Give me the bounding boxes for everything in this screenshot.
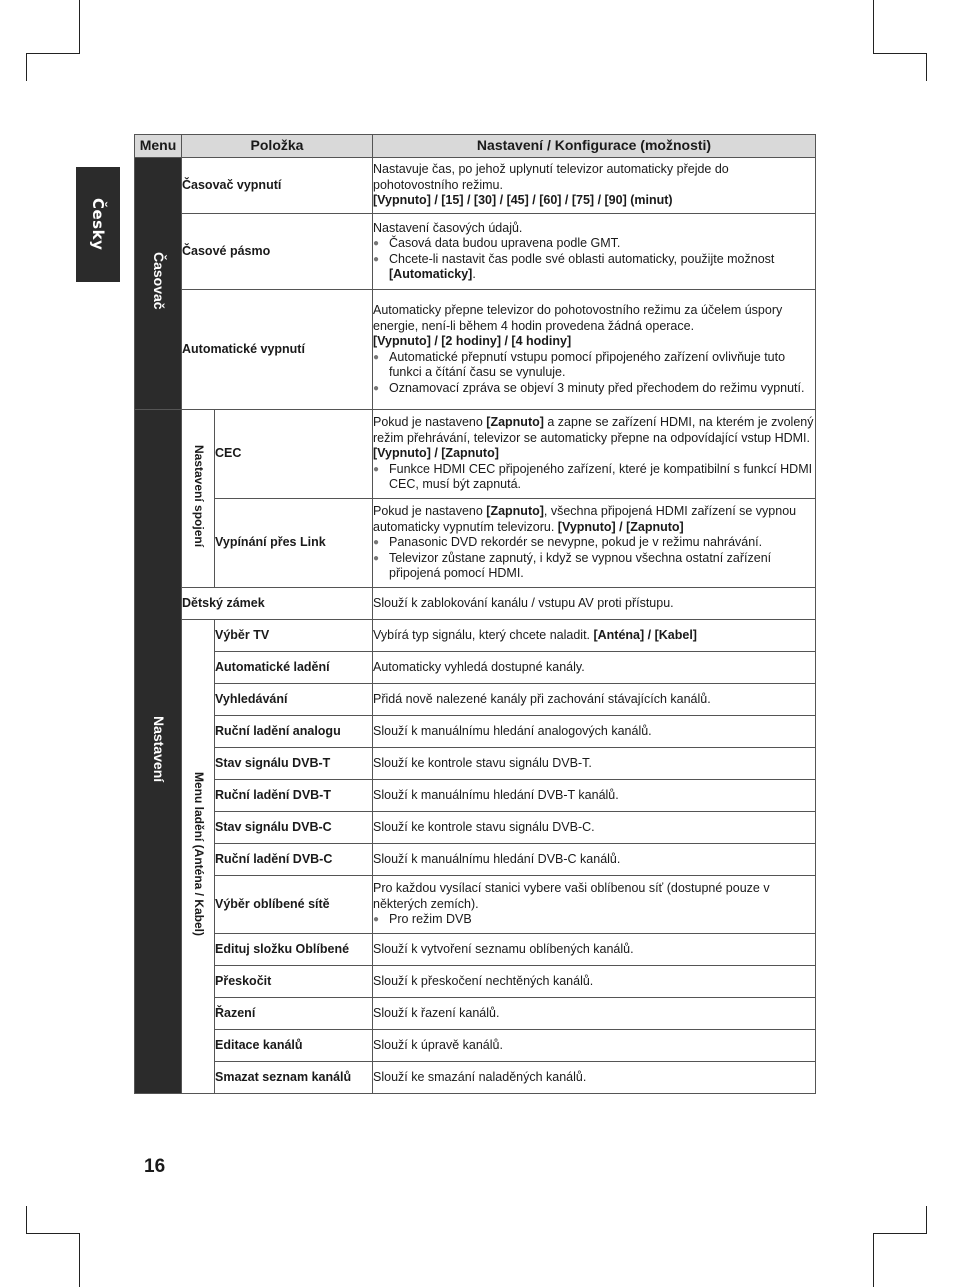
bullet-item: ● Oznamovací zpráva se objeví 3 minuty před přechodem do režimu vypnutí.: [373, 381, 815, 397]
language-tab: [76, 167, 120, 282]
crop-mark: [26, 53, 27, 81]
table-row: [135, 780, 816, 812]
language-tab-label: Česky: [89, 198, 107, 251]
desc-edituj-oblibene: Slouží k vytvoření seznamu oblíbených kanálů.: [373, 934, 816, 966]
bullet-item: ● Časová data budou upravena podle GMT.: [373, 236, 815, 252]
header-settings: Nastavení / Konfigurace (možnosti): [373, 135, 816, 158]
item-automaticke-vypnuti: Automatické vypnutí: [182, 290, 373, 410]
table-row: [135, 812, 816, 844]
desc-casovac-vypnuti: Nastavuje čas, po jehož uplynutí televizor automaticky přejde do pohotovostního režimu. [Vypnuto] / [15] / [30] / [45] / [60] / [75] / [90] (minut): [373, 158, 816, 214]
table-row: [135, 1062, 816, 1094]
desc-automaticke-vypnuti: Automaticky přepne televizor do pohotovostního režimu za účelem úspory energie, není-li během 4 hodin provedena žádná operace. [Vypnuto] / [2 hodiny] / [4 hodiny] ● Automatické přepnutí vstupu pomocí připojeného zařízení ovlivňuje tuto funkci a čítání času se vynuluje. ● Oznamovací zpráva se objeví 3 minuty před přechodem do režimu vypnutí.: [373, 290, 816, 410]
table-row: [135, 684, 816, 716]
desc-smazat-seznam: Slouží ke smazání naladěných kanálů.: [373, 1062, 816, 1094]
item-casovac-vypnuti: Časovač vypnutí: [182, 158, 373, 214]
crop-mark: [26, 1206, 27, 1234]
subgroup-nastaveni-spojeni: Nastavení spojení: [182, 410, 215, 588]
table-row: [135, 998, 816, 1030]
item-casove-pasmo: Časové pásmo: [182, 214, 373, 290]
group-casovac: Časovač: [135, 158, 182, 410]
table-row: [135, 934, 816, 966]
bullet-item: ● Televizor zůstane zapnutý, i když se vypnou všechna ostatní zařízení připojená pomocí HDMI.: [373, 551, 815, 582]
table-row: [135, 499, 816, 588]
crop-mark: [79, 0, 80, 54]
item-rucni-dvbt: Ruční ladění DVB-T: [215, 780, 373, 812]
header-menu: Menu: [135, 135, 182, 158]
item-stav-dvbt: Stav signálu DVB-T: [215, 748, 373, 780]
table-row: [135, 876, 816, 934]
item-preskocit: Přeskočit: [215, 966, 373, 998]
table-row: [135, 844, 816, 876]
item-rucni-analog: Ruční ladění analogu: [215, 716, 373, 748]
item-cec: CEC: [215, 410, 373, 499]
item-oblibene-site: Výběr oblíbené sítě: [215, 876, 373, 934]
item-detsky-zamek: Dětský zámek: [182, 588, 373, 620]
item-stav-dvbc: Stav signálu DVB-C: [215, 812, 373, 844]
group-nastaveni: Nastavení: [135, 410, 182, 1094]
crop-mark: [26, 1233, 80, 1234]
bullet-item: ● Chcete-li nastavit čas podle své oblasti automaticky, použijte možnost [Automaticky].: [373, 252, 815, 283]
crop-mark: [926, 1206, 927, 1234]
desc-vyhledavani: Přidá nově nalezené kanály při zachování stávajících kanálů.: [373, 684, 816, 716]
desc-rucni-dvbc: Slouží k manuálnímu hledání DVB-C kanálů.: [373, 844, 816, 876]
desc-rucni-analog: Slouží k manuálnímu hledání analogových kanálů.: [373, 716, 816, 748]
table-header-row: [135, 135, 816, 158]
table-row: [135, 588, 816, 620]
table-row: [135, 620, 816, 652]
desc-casove-pasmo: Nastavení časových údajů. ● Časová data budou upravena podle GMT. ● Chcete-li nastavit čas podle své oblasti automaticky, použijte možnost [Automaticky].: [373, 214, 816, 290]
crop-mark: [873, 0, 874, 54]
bullet-item: ● Funkce HDMI CEC připojeného zařízení, které je kompatibilní s funkcí HDMI CEC, musí být zapnutá.: [373, 462, 815, 493]
table-row: [135, 748, 816, 780]
table-row: [135, 652, 816, 684]
item-razeni: Řazení: [215, 998, 373, 1030]
table-row: [135, 158, 816, 214]
desc-razeni: Slouží k řazení kanálů.: [373, 998, 816, 1030]
table-row: [135, 290, 816, 410]
item-vyber-tv: Výběr TV: [215, 620, 373, 652]
table-row: [135, 966, 816, 998]
table-row: [135, 716, 816, 748]
page-number: 16: [144, 1156, 166, 1177]
subgroup-menu-ladeni: Menu ladění (Anténa / Kabel): [182, 620, 215, 1094]
table-row: [135, 1030, 816, 1062]
bullet-item: ● Panasonic DVD rekordér se nevypne, pokud je v režimu nahrávání.: [373, 535, 815, 551]
desc-vypinani-link: Pokud je nastaveno [Zapnuto], všechna připojená HDMI zařízení se vypnou automaticky vypnutím televizoru. [Vypnuto] / [Zapnuto] ● Panasonic DVD rekordér se nevypne, pokud je v režimu nahrávání. ● Televizor zůstane zapnutý, i když se vypnou všechna ostatní zařízení připojená pomocí HDMI.: [373, 499, 816, 588]
desc-stav-dvbt: Slouží ke kontrole stavu signálu DVB-T.: [373, 748, 816, 780]
crop-mark: [873, 1233, 927, 1234]
bullet-item: ● Pro režim DVB: [373, 912, 815, 928]
item-smazat-seznam: Smazat seznam kanálů: [215, 1062, 373, 1094]
desc-rucni-dvbt: Slouží k manuálnímu hledání DVB-T kanálů.: [373, 780, 816, 812]
item-vyhledavani: Vyhledávání: [215, 684, 373, 716]
desc-automaticke-ladeni: Automaticky vyhledá dostupné kanály.: [373, 652, 816, 684]
header-item: Položka: [182, 135, 373, 158]
desc-cec: Pokud je nastaveno [Zapnuto] a zapne se zařízení HDMI, na kterém je zvolený režim přehrávání, televizor se automaticky přepne na odpovídající vstup HDMI. [Vypnuto] / [Zapnuto] ● Funkce HDMI CEC připojeného zařízení, které je kompatibilní s funkcí HDMI CEC, musí být zapnutá.: [373, 410, 816, 499]
item-rucni-dvbc: Ruční ladění DVB-C: [215, 844, 373, 876]
desc-stav-dvbc: Slouží ke kontrole stavu signálu DVB-C.: [373, 812, 816, 844]
desc-editace-kanalu: Slouží k úpravě kanálů.: [373, 1030, 816, 1062]
table-row: [135, 214, 816, 290]
desc-oblibene-site: Pro každou vysílací stanici vybere vaši oblíbenou síť (dostupné pouze v některých zemích). ● Pro režim DVB: [373, 876, 816, 934]
item-automaticke-ladeni: Automatické ladění: [215, 652, 373, 684]
item-edituj-oblibene: Edituj složku Oblíbené: [215, 934, 373, 966]
item-vypinani-link: Vypínání přes Link: [215, 499, 373, 588]
item-editace-kanalu: Editace kanálů: [215, 1030, 373, 1062]
crop-mark: [873, 53, 927, 54]
crop-mark: [873, 1233, 874, 1287]
desc-detsky-zamek: Slouží k zablokování kanálu / vstupu AV proti přístupu.: [373, 588, 816, 620]
crop-mark: [26, 53, 80, 54]
table-row: [135, 410, 816, 499]
desc-vyber-tv: Vybírá typ signálu, který chcete naladit. [Anténa] / [Kabel]: [373, 620, 816, 652]
bullet-item: ● Automatické přepnutí vstupu pomocí připojeného zařízení ovlivňuje tuto funkci a čítání času se vynuluje.: [373, 350, 815, 381]
desc-preskocit: Slouží k přeskočení nechtěných kanálů.: [373, 966, 816, 998]
crop-mark: [79, 1233, 80, 1287]
crop-mark: [926, 53, 927, 81]
settings-table: [134, 134, 816, 1094]
